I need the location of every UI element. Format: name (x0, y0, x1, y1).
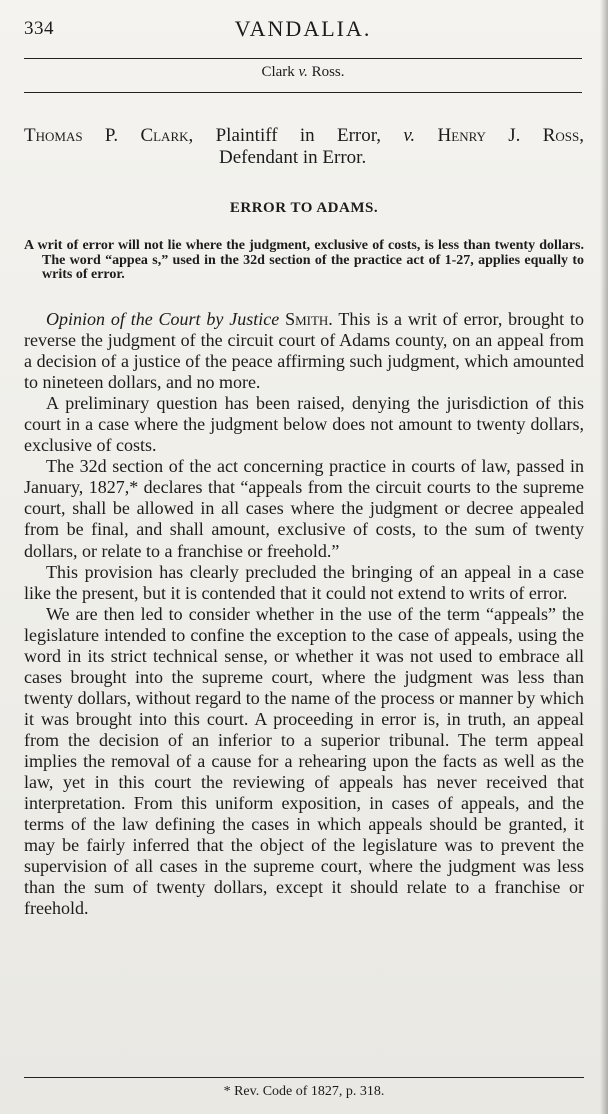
opinion-justice: Smith. (285, 309, 333, 329)
running-title: VANDALIA. (234, 16, 372, 41)
case-short-defendant: Ross. (311, 64, 345, 80)
defendant-role: Defendant in Error. (219, 147, 367, 168)
page-number: 334 (24, 18, 54, 39)
case-short-plaintiff: Clark (261, 64, 295, 80)
footnote: * Rev. Code of 1827, p. 318. (223, 1084, 385, 1099)
opinion-paragraph: We are then led to consider whether in the use of the term “appeals” the legislature intended to confine the exception to the case of appeals, using the word in its strict technical sense, or whether it was not used to embrace all cases brought into the supreme court, where the judgment was less than twenty dollars, without regard to the name of the process or manner by which it was brought into this court. A proceeding in error is, in truth, an appeal from the decision of an inferior to a superior tribunal. The term appeal implies the removal of a cause for a rehearing upon the facts as well as the law, yet in this court the reviewing of appeals has never received that interpretation. From this uniform exposition, in cases of appeals, and the terms of the law defining the cases in which appeals should be granted, it may be fairly inferred that the object of the legislature was to prevent the supervision of all cases in the supreme court, where the judgment was less than the sum of twenty dollars, except it should relate to a franchise or freehold. (24, 603, 584, 919)
page-header (24, 14, 582, 46)
header-rule-top (24, 58, 582, 59)
case-short-title (24, 64, 582, 81)
syllabus-text: A writ of error will not lie where the judgment, exclusive of costs, is less than twenty dollars. The word “appea s,” used in the 32d section of the practice act of 1-27, applies equally to writs of error. (24, 238, 584, 282)
plaintiff-role: Plaintiff in Error, (215, 125, 382, 146)
opinion-paragraph: A preliminary question has been raised, denying the jurisdiction of this court in a case where the judgment below does not amount to twenty dollars, exclusive of costs. (24, 393, 584, 456)
case-parties (24, 125, 584, 169)
opinion-paragraph: The 32d section of the act concerning practice in courts of law, passed in January, 1827,* declares that “appeals from the circuit courts to the supreme court, shall be allowed in all cases where the judgment or decree appealed from be final, and shall amount, exclusive of costs, to the sum of twenty dollars, or relate to a franchise or freehold.” (24, 456, 584, 561)
opinion-paragraph: This provision has clearly precluded the bringing of an appeal in a case like the present, but it is contended that it could not extend to writs of error. (24, 561, 584, 603)
opinion-body (24, 309, 584, 919)
case-short-versus: v. (298, 64, 308, 80)
parties-versus: v. (403, 125, 416, 146)
case-heading: ERROR TO ADAMS. (229, 200, 379, 216)
opinion-paragraph (24, 309, 584, 393)
defendant-name: Henry J. Ross, (437, 125, 585, 146)
opinion-intro: Opinion of the Court by Justice (46, 309, 280, 329)
page-edge-shadow (600, 0, 608, 1114)
opinion-paragraph-1-text: This is a writ of error, brought to reverse the judgment of the circuit court of Adams county, on an appeal from a decision of a justice of the peace affirming such judgment, which amounted to nineteen dollars, and no more. (24, 309, 585, 393)
footnote-rule (24, 1077, 584, 1078)
header-rule-bottom (24, 92, 582, 93)
plaintiff-name: Thomas P. Clark, (24, 125, 194, 146)
syllabus (24, 239, 584, 283)
